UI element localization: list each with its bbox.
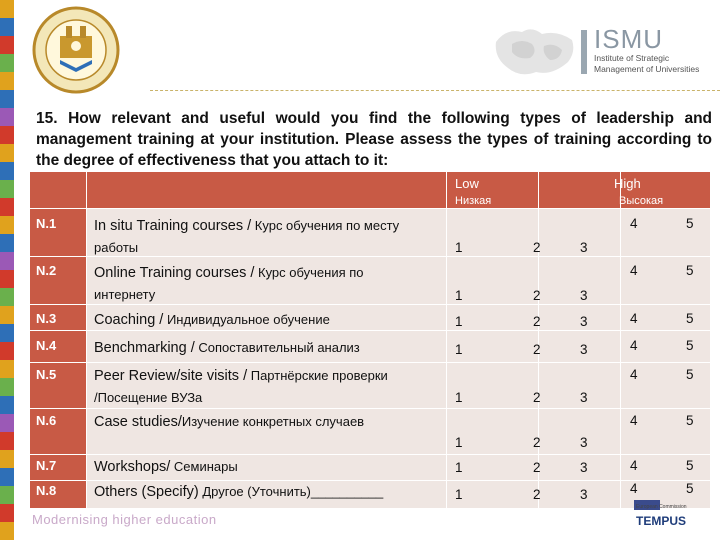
score-3[interactable]: 3 bbox=[580, 460, 588, 475]
row-divider bbox=[30, 208, 710, 209]
score-2[interactable]: 2 bbox=[533, 314, 541, 329]
header-divider bbox=[150, 90, 720, 91]
row-label-en: Benchmarking / bbox=[94, 340, 195, 356]
column-divider bbox=[538, 172, 539, 508]
score-1[interactable]: 1 bbox=[455, 342, 463, 357]
score-5[interactable]: 5 bbox=[686, 311, 694, 326]
score-2[interactable]: 2 bbox=[533, 460, 541, 475]
left-color-stripe bbox=[0, 0, 14, 540]
row-label-ru: Партнёрские проверки bbox=[247, 368, 388, 383]
score-4[interactable]: 4 bbox=[630, 311, 638, 326]
score-4[interactable]: 4 bbox=[630, 367, 638, 382]
world-map-graphic bbox=[492, 22, 578, 82]
row-label bbox=[94, 365, 444, 409]
row-label-ru-line2: /Посещение ВУЗа bbox=[94, 390, 203, 405]
score-1[interactable]: 1 bbox=[455, 288, 463, 303]
row-label-en: Coaching / bbox=[94, 312, 164, 328]
row-label-en: Case studies/ bbox=[94, 414, 182, 430]
score-3[interactable]: 3 bbox=[580, 240, 588, 255]
score-1[interactable]: 1 bbox=[455, 435, 463, 450]
score-3[interactable]: 3 bbox=[580, 288, 588, 303]
row-label-en: In situ Training courses / bbox=[94, 218, 252, 234]
ismu-logo-bar bbox=[581, 30, 587, 74]
row-label-ru: Изучение конкретных случаев bbox=[181, 414, 365, 429]
row-label bbox=[94, 262, 444, 306]
row-label-ru: Курс обучения по месту bbox=[251, 218, 400, 233]
row-number: N.1 bbox=[36, 216, 57, 231]
row-number: N.4 bbox=[36, 338, 57, 353]
score-1[interactable]: 1 bbox=[455, 314, 463, 329]
score-5[interactable]: 5 bbox=[686, 338, 694, 353]
score-1[interactable]: 1 bbox=[455, 240, 463, 255]
score-4[interactable]: 4 bbox=[630, 216, 638, 231]
footer-tagline: Modernising higher education bbox=[32, 512, 217, 527]
row-divider bbox=[30, 454, 710, 455]
ismu-subtitle-line-1: Institute of Strategic bbox=[594, 53, 670, 63]
score-2[interactable]: 2 bbox=[533, 390, 541, 405]
row-label-en: Peer Review/site visits / bbox=[94, 368, 248, 384]
row-number: N.7 bbox=[36, 458, 57, 473]
row-label bbox=[94, 481, 444, 503]
scale-high-ru-label: Высокая bbox=[619, 195, 664, 207]
row-number: N.5 bbox=[36, 367, 57, 382]
ismu-subtitle-line-2: Management of Universities bbox=[594, 64, 700, 74]
university-seal-logo bbox=[30, 6, 122, 94]
column-divider bbox=[446, 172, 447, 508]
row-label-en: Others (Specify) bbox=[94, 484, 199, 500]
row-number: N.8 bbox=[36, 483, 57, 498]
score-3[interactable]: 3 bbox=[580, 342, 588, 357]
row-label bbox=[94, 337, 444, 359]
score-4[interactable]: 4 bbox=[630, 338, 638, 353]
row-label-en: Online Training courses / bbox=[94, 265, 255, 281]
row-label-ru-line2: интернету bbox=[94, 287, 156, 302]
score-3[interactable]: 3 bbox=[580, 390, 588, 405]
score-2[interactable]: 2 bbox=[533, 240, 541, 255]
score-5[interactable]: 5 bbox=[686, 458, 694, 473]
score-3[interactable]: 3 bbox=[580, 435, 588, 450]
score-4[interactable]: 4 bbox=[630, 481, 638, 496]
column-divider bbox=[620, 172, 621, 508]
question-text: 15. How relevant and useful would you find the following types of leadership and management training at your institution. Please assess the types of training according to the degree of effectiveness that you attach to it: bbox=[36, 110, 712, 169]
row-label bbox=[94, 309, 444, 331]
row-number: N.2 bbox=[36, 263, 57, 278]
row-label-en: Workshops/ bbox=[94, 459, 171, 475]
scale-low-label: Low bbox=[455, 176, 479, 191]
ismu-subtitle bbox=[594, 53, 719, 75]
row-label-ru: Сопоставительный анализ bbox=[194, 340, 360, 355]
score-1[interactable]: 1 bbox=[455, 487, 463, 502]
score-5[interactable]: 5 bbox=[686, 263, 694, 278]
row-label-ru: Индивидуальное обучение bbox=[163, 312, 330, 327]
score-1[interactable]: 1 bbox=[455, 460, 463, 475]
score-5[interactable]: 5 bbox=[686, 216, 694, 231]
score-5[interactable]: 5 bbox=[686, 481, 694, 496]
scale-high-label: High bbox=[614, 176, 641, 191]
column-divider bbox=[86, 172, 87, 508]
score-4[interactable]: 4 bbox=[630, 263, 638, 278]
score-5[interactable]: 5 bbox=[686, 413, 694, 428]
row-label-ru: Семинары bbox=[170, 459, 238, 474]
row-label-ru: Другое (Уточнить)__________ bbox=[198, 484, 384, 499]
row-number: N.3 bbox=[36, 311, 57, 326]
score-3[interactable]: 3 bbox=[580, 487, 588, 502]
score-2[interactable]: 2 bbox=[533, 487, 541, 502]
row-number: N.6 bbox=[36, 413, 57, 428]
ismu-title: ISMU bbox=[594, 24, 663, 54]
score-5[interactable]: 5 bbox=[686, 367, 694, 382]
tempus-logo: TEMPUS bbox=[636, 514, 687, 528]
score-4[interactable]: 4 bbox=[630, 413, 638, 428]
row-divider bbox=[30, 362, 710, 363]
row-label bbox=[94, 411, 444, 433]
score-2[interactable]: 2 bbox=[533, 435, 541, 450]
eu-label: European Commission bbox=[636, 504, 687, 510]
table-header-row bbox=[30, 172, 710, 208]
row-label bbox=[94, 215, 444, 259]
row-label-ru-line2: работы bbox=[94, 240, 139, 255]
score-2[interactable]: 2 bbox=[533, 342, 541, 357]
row-label-ru: Курс обучения по bbox=[254, 265, 364, 280]
score-4[interactable]: 4 bbox=[630, 458, 638, 473]
score-3[interactable]: 3 bbox=[580, 314, 588, 329]
scale-low-ru-label: Низкая bbox=[455, 195, 492, 207]
score-2[interactable]: 2 bbox=[533, 288, 541, 303]
row-label bbox=[94, 456, 444, 478]
score-1[interactable]: 1 bbox=[455, 390, 463, 405]
